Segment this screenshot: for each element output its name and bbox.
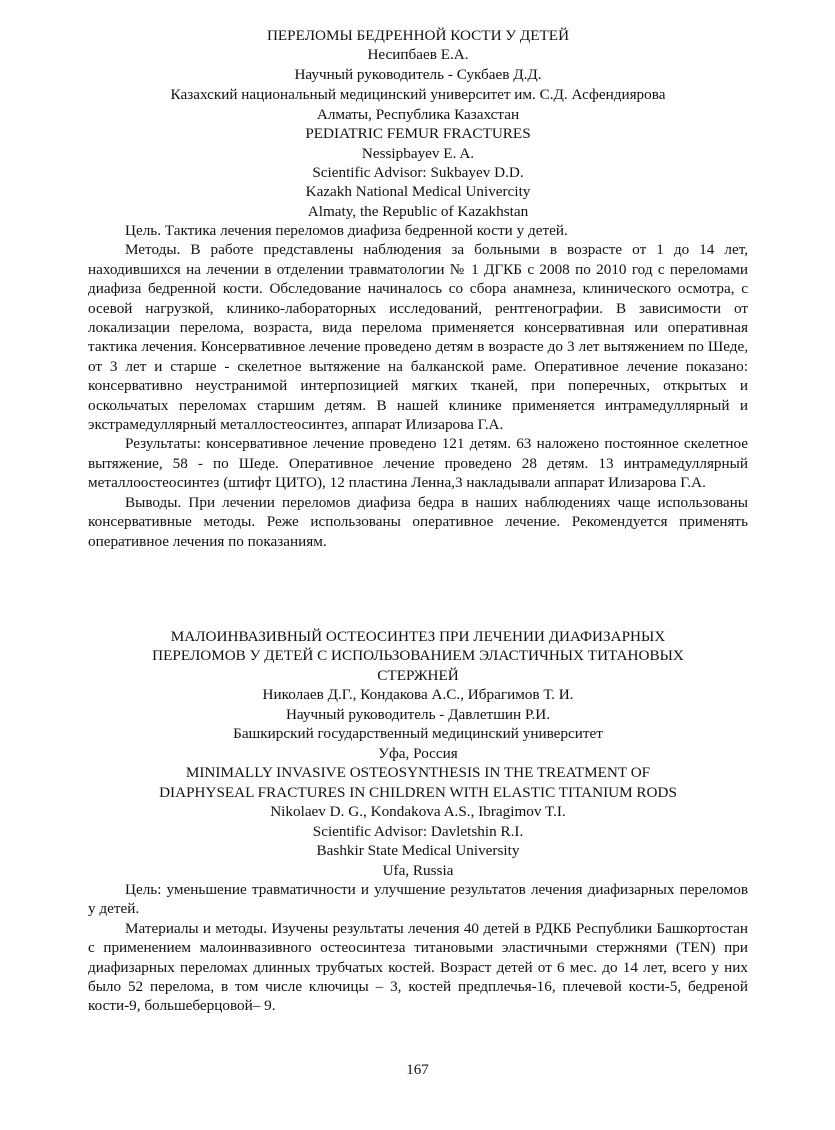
article1-author-en: Nessipbayev E. A.: [361, 145, 475, 162]
article1-title-ru: ПЕРЕЛОМЫ БЕДРЕННОЙ КОСТИ У ДЕТЕЙ: [266, 27, 570, 44]
article1-institution-ru: Казахский национальный медицинский университет им. С.Д. Асфендиярова: [170, 86, 666, 103]
article2-authors-en: Nikolaev D. G., Kondakova A.S., Ibragimov T.I.: [270, 803, 566, 820]
article1-results: Результаты: консервативное лечение проведено 121 детям. 63 наложено постоянное скелетное вытяжение, 58 - по Шеде. Оперативное лечение проведено 28 детям. 13 интрамедуллярный металлоостеосинтез (штифт ЦИТО), 12 пластина Ленна,3 накладывали аппарат Илизарова Г.А.: [88, 435, 748, 492]
article1-title-en: PEDIATRIC FEMUR FRACTURES: [305, 125, 531, 142]
article2-title-en-line1: MINIMALLY INVASIVE OSTEOSYNTHESIS IN THE TREATMENT OF: [185, 764, 651, 781]
article2-institution-ru: Башкирский государственный медицинский университет: [233, 725, 603, 742]
article1-goal: Цель. Тактика лечения переломов диафиза бедренной кости у детей.: [125, 222, 568, 239]
article2-goal: Цель: уменьшение травматичности и улучшение результатов лечения диафизарных переломов у детей.: [88, 881, 748, 918]
article2-body: [88, 880, 748, 1016]
article2-advisor-ru: Научный руководитель - Давлетшин Р.И.: [285, 706, 551, 723]
article1-location-ru: Алматы, Республика Казахстан: [316, 106, 520, 123]
article2-materials-methods: Материалы и методы. Изучены результаты лечения 40 детей в РДКБ Республики Башкортостан с применением малоинвазивного остеосинтеза титановыми эластичными стержнями (TEN) при диафизарных переломах длинных трубчатых костей. Возраст детей от 6 мес. до 14 лет, всего у них было 52 перелома, в том числе ключицы – 3, костей предплечья-16, плечевой кости-5, бедреной кости-9, большеберцовой– 9.: [88, 919, 748, 1015]
article1-body: [88, 221, 748, 551]
page-number: 167: [406, 1062, 429, 1078]
article1-location-en: Almaty, the Republic of Kazakhstan: [307, 203, 529, 220]
article1-advisor-ru: Научный руководитель - Сукбаев Д.Д.: [294, 66, 542, 83]
article2-title-en-line2: DIAPHYSEAL FRACTURES IN CHILDREN WITH ELASTIC TITANIUM RODS: [159, 784, 677, 801]
article1-author-ru: Несипбаев Е.А.: [367, 46, 469, 63]
article2-location-ru: Уфа, Россия: [378, 745, 458, 762]
article1-methods: Методы. В работе представлены наблюдения за больными в возрасте от 1 до 14 лет, находившихся на лечении в отделении травматологии № 1 ДГКБ с 2008 по 2010 год с переломами диафиза бедренной кости. Обследование начиналось со сбора анамнеза, клинического осмотра, с осевой нагрузкой, клинико-лабораторных исследований, рентгенографии. В зависимости от локализации перелома, возраста, вида перелома применяется консервативная или оперативная тактика лечения. Консервативное лечение проведено детям в возрасте до 3 лет вытяжением по Шеде, от 3 лет и старше - скелетное вытяжение на балканской раме. Оперативное лечение показано: консервативно неустранимой интерпозицией мягких тканей, при поперечных, открытых и оскольчатых переломах старшим детям. В нашей клинике применяется интрамедуллярный и экстрамедуллярный металлостеосинтез, аппарат Илизарова Г.А.: [88, 241, 748, 434]
article1-advisor-en: Scientific Advisor: Sukbayev D.D.: [312, 164, 524, 181]
article2-location-en: Ufa, Russia: [382, 862, 454, 879]
article2-advisor-en: Scientific Advisor: Davletshin R.I.: [312, 823, 524, 840]
article2-authors-ru: Николаев Д.Г., Кондакова А.С., Ибрагимов Т. И.: [262, 686, 574, 703]
article2-institution-en: Bashkir State Medical University: [316, 842, 520, 859]
article2-title-ru-line2: ПЕРЕЛОМОВ У ДЕТЕЙ С ИСПОЛЬЗОВАНИЕМ ЭЛАСТИЧНЫХ ТИТАНОВЫХ: [152, 647, 684, 664]
article2-title-ru-line1: МАЛОИНВАЗИВНЫЙ ОСТЕОСИНТЕЗ ПРИ ЛЕЧЕНИИ ДИАФИЗАРНЫХ: [170, 628, 666, 645]
article1-institution-en: Kazakh National Medical Univercity: [305, 183, 531, 200]
article2-title-ru-line3: СТЕРЖНЕЙ: [377, 667, 459, 684]
article1-conclusions: Выводы. При лечении переломов диафиза бедра в наших наблюдениях чаще использованы консервативные методы. Реже использованы оперативное лечение. Рекомендуется применять оперативное лечения по показаниям.: [88, 493, 748, 550]
